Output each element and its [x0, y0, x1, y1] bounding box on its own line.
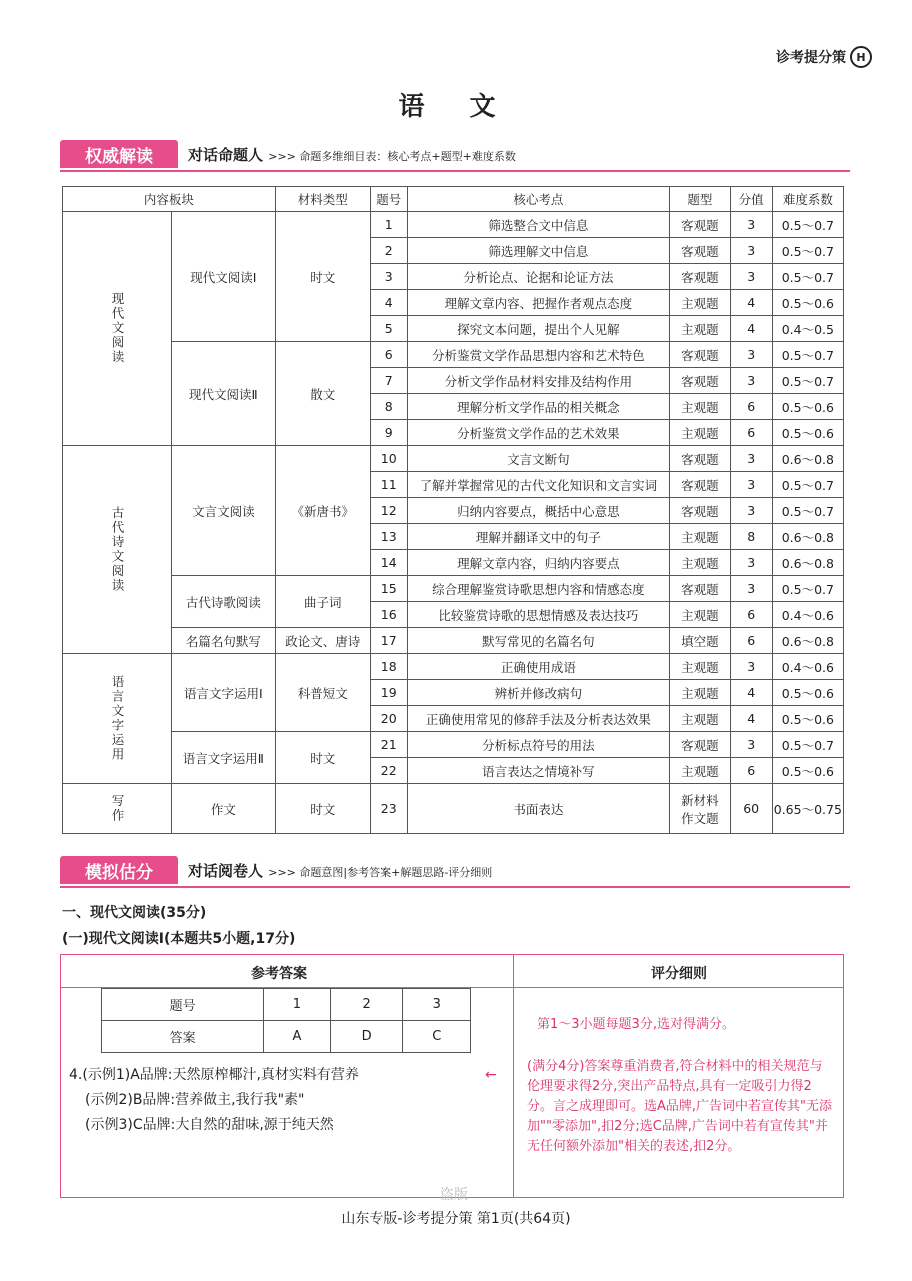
table-row: [102, 989, 471, 1021]
cell-keypoint: 理解分析文学作品的相关概念: [407, 394, 670, 420]
subsection-label: 古代诗歌阅读: [172, 576, 276, 628]
material-label: 《新唐书》: [275, 446, 370, 576]
cell-keypoint: 理解文章内容、把握作者观点态度: [407, 290, 670, 316]
cell-difficulty: 0.5～0.6: [772, 420, 843, 446]
banner-tag: 权威解读: [60, 140, 178, 168]
table-row: [63, 446, 844, 472]
banner-tag: 模拟估分: [60, 856, 178, 884]
material-label: 曲子词: [275, 576, 370, 628]
material-label: 时文: [275, 784, 370, 834]
cell-number: 20: [370, 706, 407, 732]
cell-score: 60: [730, 784, 772, 834]
cell-score: 6: [730, 628, 772, 654]
cell-keypoint: 文言文断句: [407, 446, 670, 472]
cell-score: 3: [730, 342, 772, 368]
cell-difficulty: 0.5～0.7: [772, 212, 843, 238]
cell-type: 客观题: [670, 576, 730, 602]
cell-score: 3: [730, 654, 772, 680]
cell-type: 主观题: [670, 394, 730, 420]
cell-score: 3: [730, 238, 772, 264]
cell-difficulty: 0.4～0.5: [772, 316, 843, 342]
cell-number: 1: [264, 989, 331, 1021]
subsection-label: 现代文阅读Ⅰ: [172, 212, 276, 342]
cell-score: 6: [730, 758, 772, 784]
cell-keypoint: 理解并翻译文中的句子: [407, 524, 670, 550]
arrow-left-icon: ←: [485, 1067, 497, 1083]
subsection-label: 语言文字运用Ⅱ: [172, 732, 276, 784]
table-row: [63, 654, 844, 680]
cell-number: 3: [403, 989, 471, 1021]
cell-type: 客观题: [670, 264, 730, 290]
subsection-heading: (一)现代文阅读Ⅰ(本题共5小题,17分): [62, 931, 296, 947]
cell-type: 主观题: [670, 602, 730, 628]
th-type: 题型: [670, 187, 730, 212]
cell-difficulty: 0.5～0.7: [772, 732, 843, 758]
banner-estimate: [60, 856, 850, 886]
reference-answer-heading: 参考答案: [251, 966, 307, 982]
subsection-label: 作文: [172, 784, 276, 834]
cell-difficulty: 0.5～0.6: [772, 758, 843, 784]
cell-number: 9: [370, 420, 407, 446]
cell-score: 3: [730, 446, 772, 472]
cell-difficulty: 0.5～0.6: [772, 394, 843, 420]
cell-keypoint: 正确使用常见的修辞手法及分析表达效果: [407, 706, 670, 732]
cell-number: 23: [370, 784, 407, 834]
cell-keypoint: 分析鉴赏文学作品的艺术效果: [407, 420, 670, 446]
cell-type: 填空题: [670, 628, 730, 654]
subsection-label: 名篇名句默写: [172, 628, 276, 654]
cell-number: 7: [370, 368, 407, 394]
cell-type: 客观题: [670, 472, 730, 498]
cell-score: 4: [730, 706, 772, 732]
cell-keypoint: 分析鉴赏文学作品思想内容和艺术特色: [407, 342, 670, 368]
cell-keypoint: 分析标点符号的用法: [407, 732, 670, 758]
cell-keypoint: 辨析并修改病句: [407, 680, 670, 706]
cell-score: 3: [730, 576, 772, 602]
example-line: (示例2)B品牌:营养做主,我行我"素": [85, 1092, 305, 1108]
watermark: 盗版: [440, 1187, 468, 1203]
cell-score: 8: [730, 524, 772, 550]
scoring-rules-heading: 评分细则: [651, 966, 707, 982]
cell-keypoint: 归纳内容要点，概括中心意思: [407, 498, 670, 524]
cell-type: 主观题: [670, 420, 730, 446]
section-heading: 一、现代文阅读(35分): [62, 905, 207, 921]
cell-number: 11: [370, 472, 407, 498]
cell-score: 3: [730, 498, 772, 524]
table-row: [63, 628, 844, 654]
cell-keypoint: 默写常见的名篇名句: [407, 628, 670, 654]
cell-difficulty: 0.6～0.8: [772, 550, 843, 576]
page-footer: 山东专版-诊考提分策 第1页(共64页): [341, 1211, 571, 1227]
cell-type: 客观题: [670, 368, 730, 394]
banner-authority: [60, 140, 850, 170]
cell-difficulty: 0.5～0.7: [772, 576, 843, 602]
table-row: [63, 732, 844, 758]
cell-type: 客观题: [670, 446, 730, 472]
example-line: (示例3)C品牌:大自然的甜味,源于纯天然: [85, 1117, 334, 1133]
cell-number: 21: [370, 732, 407, 758]
cell-number: 10: [370, 446, 407, 472]
cell-keypoint: 探究文本问题，提出个人见解: [407, 316, 670, 342]
cell-score: 4: [730, 680, 772, 706]
cell-difficulty: 0.6～0.8: [772, 524, 843, 550]
cell-number: 2: [370, 238, 407, 264]
cell-number: 15: [370, 576, 407, 602]
cell-answer: D: [330, 1021, 403, 1053]
cell-keypoint: 分析论点、论据和论证方法: [407, 264, 670, 290]
cell-score: 3: [730, 550, 772, 576]
cell-difficulty: 0.5～0.7: [772, 472, 843, 498]
cell-difficulty: 0.5～0.7: [772, 342, 843, 368]
th-score: 分值: [730, 187, 772, 212]
table-row: [63, 342, 844, 368]
cell-number: 1: [370, 212, 407, 238]
cell-answer: C: [403, 1021, 471, 1053]
cell-difficulty: 0.5～0.6: [772, 680, 843, 706]
cell-number: 3: [370, 264, 407, 290]
banner-rule: [60, 170, 850, 172]
cell-number: 18: [370, 654, 407, 680]
cell-difficulty: 0.4～0.6: [772, 602, 843, 628]
cell-number: 17: [370, 628, 407, 654]
cell-keypoint: 语言表达之情境补写: [407, 758, 670, 784]
cell-difficulty: 0.5～0.7: [772, 368, 843, 394]
cell-keypoint: 综合理解鉴赏诗歌思想内容和情感态度: [407, 576, 670, 602]
cell-type: 客观题: [670, 732, 730, 758]
group-label: 现代文阅读: [63, 212, 172, 446]
group-label: 写作: [63, 784, 172, 834]
cell-type: 客观题: [670, 498, 730, 524]
banner-title: 对话命题人 >>> 命题多维细目表：核心考点+题型+难度系数: [188, 146, 516, 164]
cell-number: 16: [370, 602, 407, 628]
cell-difficulty: 0.5～0.6: [772, 706, 843, 732]
table-header-row: [63, 187, 844, 212]
cell-label: 题号: [102, 989, 264, 1021]
question-4-answer: [69, 1063, 359, 1138]
th-section: 内容板块: [63, 187, 276, 212]
cell-difficulty: 0.5～0.7: [772, 238, 843, 264]
cell-keypoint: 筛选理解文中信息: [407, 238, 670, 264]
cell-difficulty: 0.65～0.75: [772, 784, 843, 834]
cell-number: 2: [330, 989, 403, 1021]
cell-type: 新材料作文题: [670, 784, 730, 834]
cell-keypoint: 正确使用成语: [407, 654, 670, 680]
cell-difficulty: 0.5～0.6: [772, 290, 843, 316]
cell-type: 主观题: [670, 316, 730, 342]
spec-table: [62, 186, 844, 834]
cell-keypoint: 分析文学作品材料安排及结构作用: [407, 368, 670, 394]
group-label: 语言文字运用: [63, 654, 172, 784]
subsection-label: 文言文阅读: [172, 446, 276, 576]
subsection-label: 语言文字运用Ⅰ: [172, 654, 276, 732]
table-row: [63, 784, 844, 834]
cell-keypoint: 筛选整合文中信息: [407, 212, 670, 238]
cell-type: 主观题: [670, 654, 730, 680]
answer-table: [101, 988, 471, 1053]
page-title: 语 文: [398, 92, 514, 122]
cell-type: 主观题: [670, 524, 730, 550]
cell-number: 19: [370, 680, 407, 706]
cell-number: 13: [370, 524, 407, 550]
cell-number: 22: [370, 758, 407, 784]
answer-box: [60, 954, 844, 1198]
example-line: 4.(示例1)A品牌:天然原榨椰汁,真材实料有营养: [69, 1067, 359, 1083]
cell-score: 3: [730, 472, 772, 498]
banner-title: 对话阅卷人 >>> 命题意图|参考答案+解题思路-评分细则: [188, 862, 493, 880]
cell-number: 8: [370, 394, 407, 420]
table-row: [102, 1021, 471, 1053]
material-label: 时文: [275, 212, 370, 342]
cell-score: 3: [730, 264, 772, 290]
cell-difficulty: 0.5～0.7: [772, 498, 843, 524]
cell-type: 客观题: [670, 238, 730, 264]
brand-name: 诊考提分策: [776, 50, 846, 66]
cell-answer: A: [264, 1021, 331, 1053]
cell-type: 主观题: [670, 550, 730, 576]
cell-score: 6: [730, 602, 772, 628]
cell-number: 5: [370, 316, 407, 342]
cell-number: 12: [370, 498, 407, 524]
cell-number: 14: [370, 550, 407, 576]
material-label: 时文: [275, 732, 370, 784]
group-label: 古代诗文阅读: [63, 446, 172, 654]
cell-keypoint: 理解文章内容，归纳内容要点: [407, 550, 670, 576]
cell-type: 主观题: [670, 680, 730, 706]
cell-score: 3: [730, 732, 772, 758]
cell-difficulty: 0.4～0.6: [772, 654, 843, 680]
subsection-label: 现代文阅读Ⅱ: [172, 342, 276, 446]
cell-difficulty: 0.5～0.7: [772, 264, 843, 290]
table-row: [63, 576, 844, 602]
th-keypoint: 核心考点: [407, 187, 670, 212]
box-divider: [513, 955, 514, 1197]
cell-score: 3: [730, 368, 772, 394]
th-number: 题号: [370, 187, 407, 212]
table-row: [63, 212, 844, 238]
scoring-note: 第1～3小题每题3分,选对得满分。: [537, 1017, 735, 1032]
material-label: 政论文、唐诗: [275, 628, 370, 654]
cell-number: 4: [370, 290, 407, 316]
th-difficulty: 难度系数: [772, 187, 843, 212]
cell-type: 客观题: [670, 342, 730, 368]
cell-keypoint: 书面表达: [407, 784, 670, 834]
cell-score: 3: [730, 212, 772, 238]
cell-score: 4: [730, 316, 772, 342]
banner-rule: [60, 886, 850, 888]
cell-type: 客观题: [670, 212, 730, 238]
scoring-note: (满分4分)答案尊重消费者,符合材料中的相关规范与伦理要求得2分,突出产品特点,具有一定吸引力得2分。言之成理即可。选A品牌,广告词中若宣传其"无添加""零添加",扣2分;选C品牌,广告词中若有宣传其"并无任何额外添加"相关的表述,扣2分。: [527, 1059, 833, 1154]
cell-type: 主观题: [670, 758, 730, 784]
cell-keypoint: 了解并掌握常见的古代文化知识和文言实词: [407, 472, 670, 498]
material-label: 科普短文: [275, 654, 370, 732]
cell-score: 6: [730, 420, 772, 446]
cell-difficulty: 0.6～0.8: [772, 446, 843, 472]
brand-logo-icon: H: [850, 46, 872, 68]
brand: [776, 46, 872, 68]
cell-type: 主观题: [670, 290, 730, 316]
material-label: 散文: [275, 342, 370, 446]
cell-difficulty: 0.6～0.8: [772, 628, 843, 654]
cell-type: 主观题: [670, 706, 730, 732]
th-material: 材料类型: [275, 187, 370, 212]
cell-keypoint: 比较鉴赏诗歌的思想情感及表达技巧: [407, 602, 670, 628]
cell-label: 答案: [102, 1021, 264, 1053]
cell-score: 6: [730, 394, 772, 420]
cell-number: 6: [370, 342, 407, 368]
cell-score: 4: [730, 290, 772, 316]
